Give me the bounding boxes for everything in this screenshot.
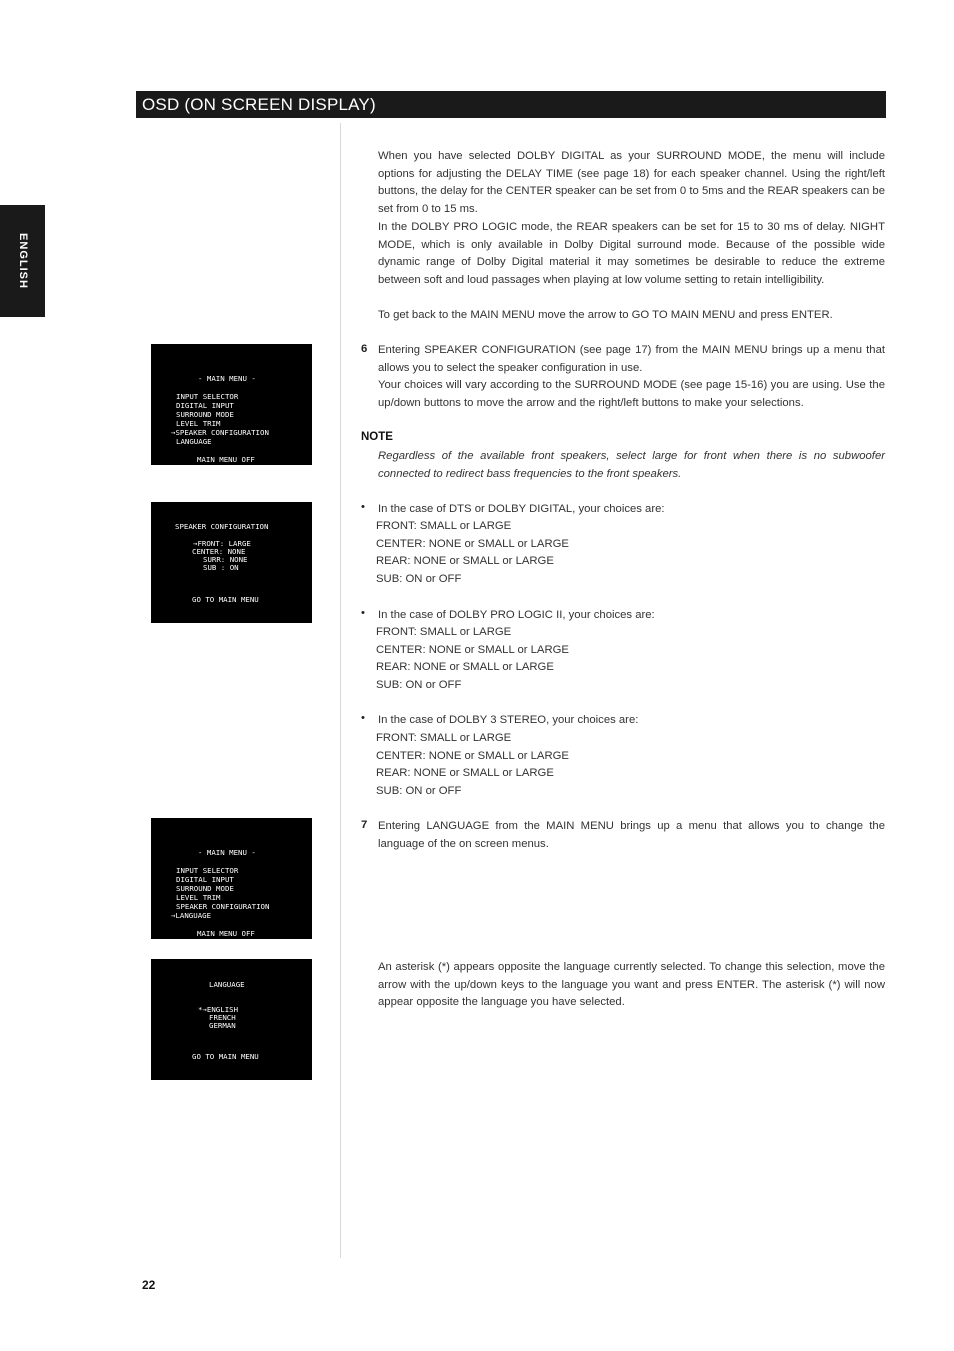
bullet-intro: In the case of DOLBY 3 STEREO, your choices are: [378,714,639,726]
side-tab-label: ENGLISH [16,233,29,289]
bullet-intro: In the case of DOLBY PRO LOGIC II, your choices are: [378,609,655,621]
screen-title: - MAIN MENU - [198,374,256,383]
step-paragraph: Entering SPEAKER CONFIGURATION (see page 17) from the MAIN MENU brings up a menu that allows you to select the speaker configuration in use. [378,344,885,374]
option-line: SUB: ON or OFF [376,679,462,692]
config-item: SURR: NONE [203,555,248,564]
option-line: SUB: ON or OFF [376,573,462,586]
intro-text [378,148,885,325]
bullet-marker: • [361,607,365,619]
screen-footer: GO TO MAIN MENU [192,1052,259,1061]
language-item: GERMAN [209,1021,236,1030]
option-line: CENTER: NONE or SMALL or LARGE [376,749,569,762]
osd-screen-speaker-configuration [151,502,312,623]
bullet-options [376,730,569,801]
menu-item: LANGUAGE [176,437,212,446]
option-line: CENTER: NONE or SMALL or LARGE [376,643,569,656]
intro-paragraph: To get back to the MAIN MENU move the arrow to GO TO MAIN MENU and press ENTER. [378,309,833,322]
page-number: 22 [142,1278,156,1292]
note-text: Regardless of the available front speakers, select large for front when there is no subwoofer connected to redirect bass frequencies to the front speakers. [378,450,885,480]
bullet-options [376,518,569,589]
screen-footer: GO TO MAIN MENU [192,595,259,604]
option-line: CENTER: NONE or SMALL or LARGE [376,537,569,550]
screen-title: - MAIN MENU - [198,848,256,857]
screen-title: SPEAKER CONFIGURATION [175,522,269,531]
step-6-text [378,342,885,413]
language-item-selected: *→ENGLISH [198,1005,239,1014]
option-line: FRONT: SMALL or LARGE [376,732,512,744]
osd-screen-main-menu-1 [151,344,312,465]
menu-item: SURROUND MODE [176,884,234,893]
intro-paragraph: When you have selected DOLBY DIGITAL as your SURROUND MODE, the menu will include options for adjusting the DELAY TIME (see page 18) for each speaker channel. Using the right/left buttons, the delay for the CENTER speaker can be set from 0 to 5ms and the REAR speakers can be set from 0 to 15 ms. [378,150,885,216]
config-item-selected: →FRONT: LARGE [193,539,251,548]
option-line: REAR: NONE or SMALL or LARGE [376,661,554,674]
note-title: NOTE [361,431,393,443]
menu-item: INPUT SELECTOR [176,866,239,875]
menu-item: DIGITAL INPUT [176,875,234,884]
section-header [136,91,886,118]
step-paragraph: Entering LANGUAGE from the MAIN MENU brings up a menu that allows you to change the language of the on screen menus. [378,820,885,850]
screen-footer: MAIN MENU OFF [197,929,255,938]
option-line: REAR: NONE or SMALL or LARGE [376,767,554,780]
column-divider [340,123,341,1258]
language-item: FRENCH [209,1013,236,1022]
option-line: FRONT: SMALL or LARGE [376,520,512,532]
step-number: 6 [361,343,368,355]
screen-footer: MAIN MENU OFF [197,455,255,464]
menu-item: INPUT SELECTOR [176,392,239,401]
menu-item: SPEAKER CONFIGURATION [176,902,270,911]
menu-item: DIGITAL INPUT [176,401,234,410]
bullet-intro: In the case of DTS or DOLBY DIGITAL, your choices are: [378,503,665,515]
intro-paragraph: In the DOLBY PRO LOGIC mode, the REAR speakers can be set for 15 to 30 ms of delay. NIGHT MODE, which is only available in Dolby Digital surround mode. Because of the possible wide dynamic range of Dolby Digital material it may sometimes be desirable to reduce the extreme between soft and loud passages when playing at low volume setting to retain intelligibility. [378,220,885,286]
config-item: CENTER: NONE [192,547,246,556]
step-paragraph: Your choices will vary according to the SURROUND MODE (see page 15-16) you are using. Use the up/down buttons to move the arrow and the right/left buttons to make your selections. [378,379,885,410]
menu-item: SURROUND MODE [176,410,234,419]
step-number: 7 [361,819,368,831]
menu-item-selected: →LANGUAGE [171,911,212,920]
osd-screen-language [151,959,312,1080]
bullet-options [376,624,569,695]
menu-item: LEVEL TRIM [176,419,221,428]
step-7-text [378,818,885,853]
menu-item-selected: →SPEAKER CONFIGURATION [171,428,269,437]
option-line: FRONT: SMALL or LARGE [376,626,512,638]
option-line: REAR: NONE or SMALL or LARGE [376,555,554,568]
bullet-marker: • [361,712,365,724]
option-line: SUB: ON or OFF [376,785,462,798]
language-explanation: An asterisk (*) appears opposite the language currently selected. To change this selection, move the arrow with the up/down keys to the language you want and press ENTER. The asterisk (*) will now appear opposite the language you have selected. [378,961,885,1009]
menu-item: LEVEL TRIM [176,893,221,902]
screen-title: LANGUAGE [209,980,245,989]
language-side-tab [0,205,45,317]
section-title: OSD (ON SCREEN DISPLAY) [142,95,376,114]
config-item: SUB : ON [203,563,239,572]
bullet-marker: • [361,501,365,513]
osd-screen-main-menu-2 [151,818,312,939]
